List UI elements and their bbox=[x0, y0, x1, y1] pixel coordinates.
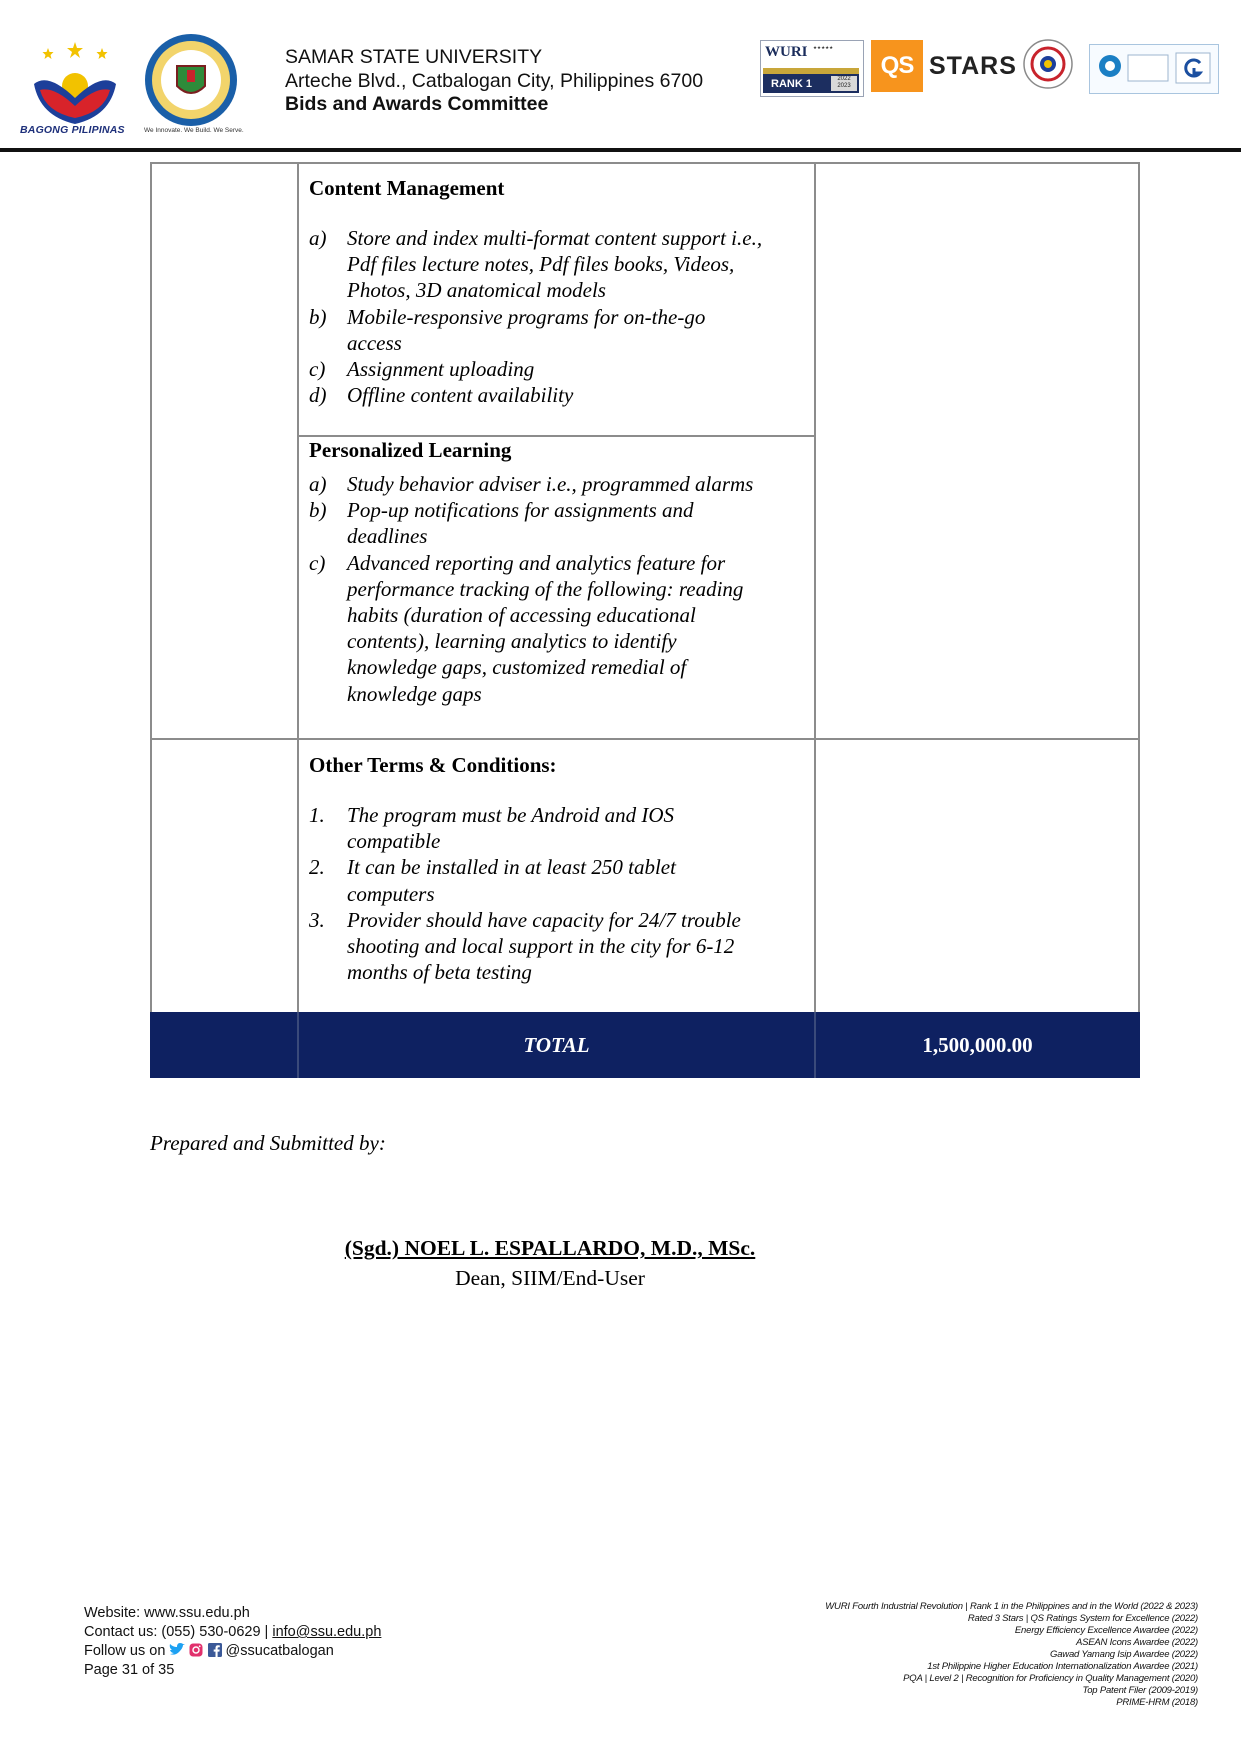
footer-contact-line: Contact us: (055) 530-0629 | info@ssu.edu.ph bbox=[84, 1624, 382, 1640]
section-personalized-learning bbox=[309, 437, 809, 707]
wuri-rank-text: RANK 1 bbox=[771, 78, 812, 90]
socotec-iso-certification-logo bbox=[1089, 44, 1219, 94]
wuri-logo-text: WURI bbox=[765, 44, 808, 60]
list-item: a) Store and index multi-format content support i.e., Pdf files lecture notes, Pdf files books, Videos, Photos, 3D anatomical models bbox=[309, 226, 763, 303]
qs-stars-label: STARS bbox=[929, 52, 1017, 80]
ssu-seal-logo bbox=[143, 32, 239, 128]
university-address: Arteche Blvd., Catbalogan City, Philippines 6700 bbox=[285, 69, 704, 92]
qs-logo: QS bbox=[871, 40, 923, 92]
twitter-icon[interactable] bbox=[169, 1643, 185, 1657]
list-item: c) Assignment uploading bbox=[309, 357, 535, 382]
list-item: a) Study behavior adviser i.e., programmed alarms bbox=[309, 472, 754, 496]
header-divider bbox=[0, 148, 1241, 152]
award-item: PQA | Level 2 | Recognition for Proficiency in Quality Management (2020) bbox=[903, 1673, 1198, 1684]
section-title: Content Management bbox=[309, 176, 505, 200]
section-title: Other Terms & Conditions: bbox=[309, 753, 557, 777]
office-name: Bids and Awards Committee bbox=[285, 93, 549, 115]
wuri-stars-icon: ★★★★★ bbox=[813, 45, 834, 50]
wuri-years: 2022 2023 bbox=[831, 76, 857, 91]
list-item: 3. Provider should have capacity for 24/7 trouble shooting and local support in the city for 6-12 months of beta testing bbox=[309, 907, 741, 985]
section-content-management bbox=[309, 175, 809, 408]
award-item: 1st Philippine Higher Education Internationalization Awardee (2021) bbox=[927, 1661, 1198, 1672]
list-item: d) Offline content availability bbox=[309, 383, 574, 408]
list-item: b) Mobile-responsive programs for on-the-go access bbox=[309, 304, 706, 355]
specifications-table bbox=[150, 162, 1140, 1078]
total-amount: 1,500,000.00 bbox=[922, 1033, 1033, 1057]
university-info bbox=[285, 46, 703, 117]
list-item: 2. It can be installed in at least 250 tablet computers bbox=[309, 855, 676, 906]
section-other-terms bbox=[309, 752, 809, 985]
page-number: Page 31 of 35 bbox=[84, 1662, 175, 1678]
facebook-icon[interactable] bbox=[208, 1643, 222, 1657]
total-row bbox=[150, 1012, 1140, 1078]
prepared-by-label: Prepared and Submitted by: bbox=[150, 1131, 386, 1155]
footer-email-link[interactable]: info@ssu.edu.ph bbox=[272, 1624, 382, 1640]
footer-website: Website: www.ssu.edu.ph bbox=[84, 1605, 250, 1621]
list-item: 1. The program must be Android and IOS compatible bbox=[309, 803, 675, 854]
award-item: Top Patent Filer (2009-2019) bbox=[1082, 1685, 1198, 1696]
instagram-icon[interactable] bbox=[189, 1643, 203, 1657]
ssu-seal-caption: We Innovate. We Build. We Serve. bbox=[144, 127, 244, 134]
list-item: b) Pop-up notifications for assignments and deadlines bbox=[309, 498, 694, 549]
signatory-title: Dean, SIIM/End-User bbox=[455, 1266, 645, 1290]
award-item: Gawad Yamang Isip Awardee (2022) bbox=[1050, 1649, 1198, 1660]
signatory-name: (Sgd.) NOEL L. ESPALLARDO, M.D., MSc. bbox=[344, 1236, 756, 1260]
pqa-seal-logo bbox=[1022, 38, 1074, 90]
footer-awards bbox=[825, 1601, 1198, 1709]
section-title: Personalized Learning bbox=[309, 438, 512, 462]
list-item: c) Advanced reporting and analytics feature for performance tracking of the following: reading habits (duration of accessing educational contents), learning analytics to identify knowledge gaps, customized remedial of knowledge gaps bbox=[309, 550, 744, 706]
award-item: ASEAN Icons Awardee (2022) bbox=[1075, 1637, 1198, 1648]
award-item: PRIME-HRM (2018) bbox=[1116, 1697, 1198, 1708]
footer-contact bbox=[84, 1604, 381, 1680]
footer-social-line: Follow us on @ssucatbalogan bbox=[84, 1643, 334, 1659]
award-item: WURI Fourth Industrial Revolution | Rank 1 in the Philippines and in the World (2022 & 2023) bbox=[825, 1601, 1198, 1612]
wuri-rank-badge bbox=[760, 40, 864, 97]
letterhead bbox=[0, 0, 1241, 152]
bagong-pilipinas-caption: BAGONG PILIPINAS bbox=[20, 124, 125, 136]
award-item: Energy Efficiency Excellence Awardee (2022) bbox=[1014, 1625, 1198, 1636]
university-name: SAMAR STATE UNIVERSITY bbox=[285, 46, 543, 68]
total-label: TOTAL bbox=[523, 1033, 590, 1057]
award-item: Rated 3 Stars | QS Ratings System for Excellence (2022) bbox=[967, 1613, 1198, 1624]
